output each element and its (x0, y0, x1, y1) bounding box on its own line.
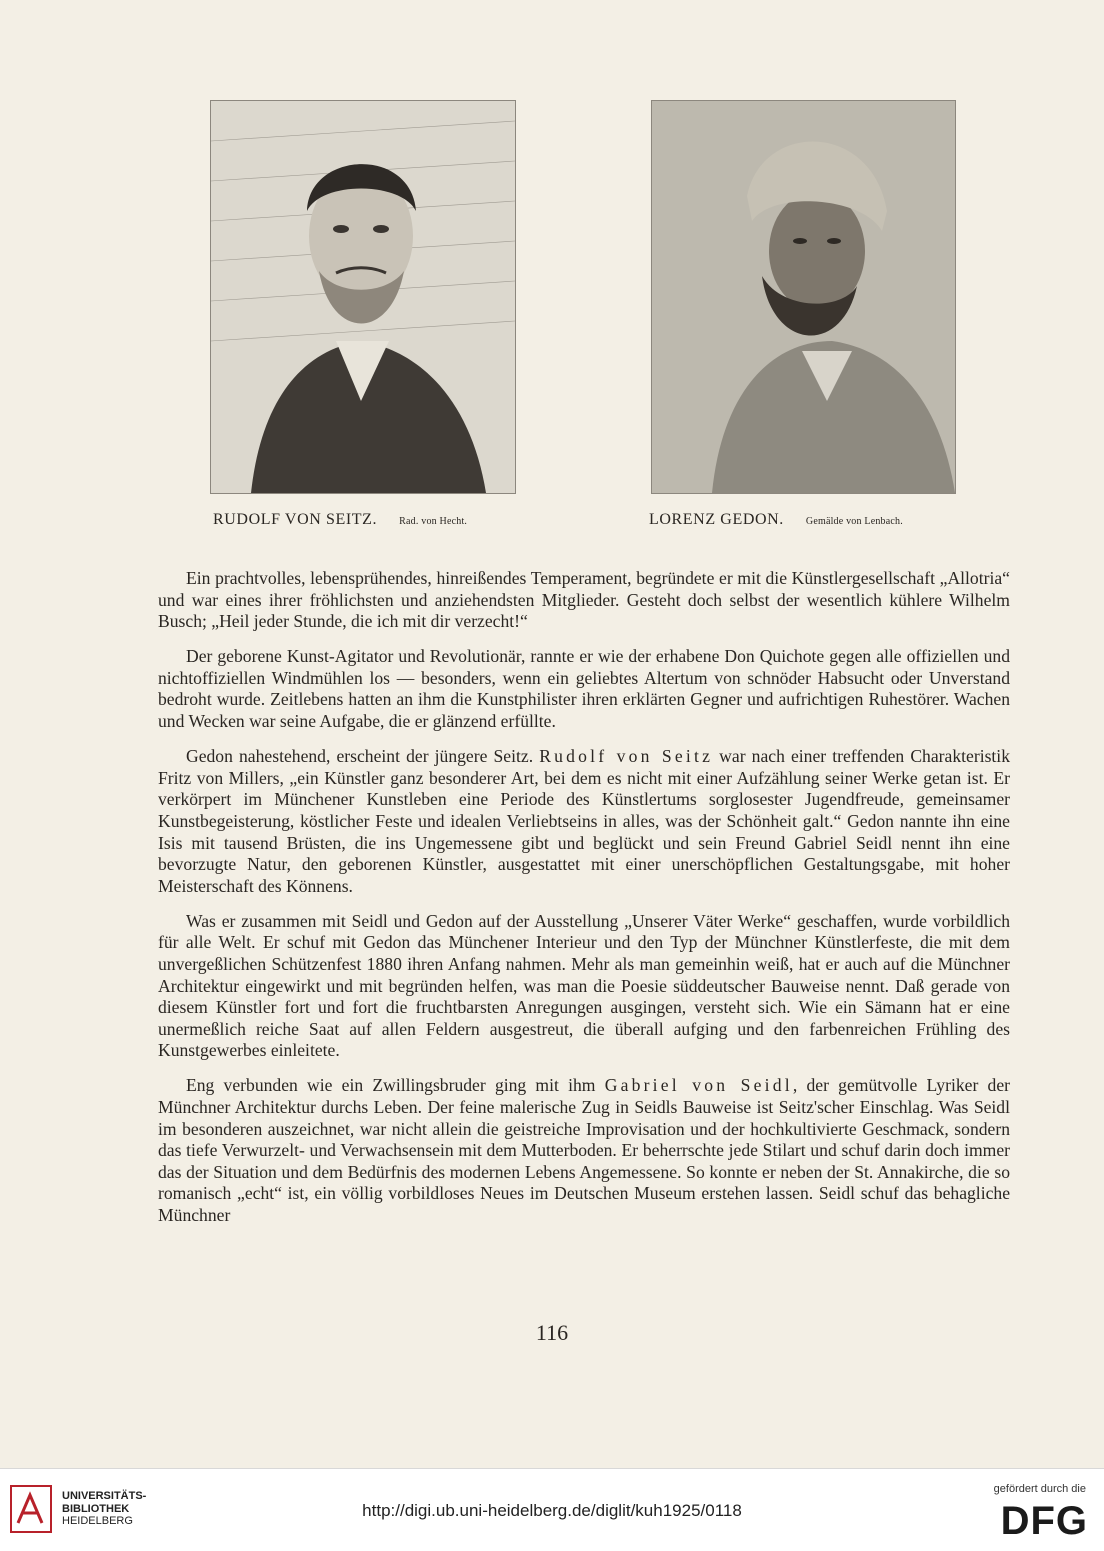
library-line: BIBLIOTHEK (62, 1502, 130, 1515)
library-line: HEIDELBERG (62, 1515, 133, 1527)
paragraph: Ein prachtvolles, lebensprühendes, hinreißendes Temperament, begründete er mit die Künstlergesellschaft „Allotria“ und war eines ihrer fröhlichsten und anziehendsten Mitglieder. Gesteht doch selbst der wesentlich kühlere Wilhelm Busch; „Heil jeder Stunde, die ich mit dir verzecht!“ (158, 568, 1010, 632)
caption-lorenz-gedon (649, 511, 903, 529)
portrait-lorenz-gedon (651, 100, 956, 494)
figure-name: RUDOLF VON SEITZ. (213, 511, 378, 528)
portrait-rudolf-von-seitz (210, 100, 516, 494)
caption-rudolf-von-seitz (213, 511, 467, 529)
spaced-name: Rudolf von Seitz (539, 746, 714, 767)
figure-name: LORENZ GEDON. (649, 511, 784, 528)
paragraph: Der geborene Kunst-Agitator und Revolutionär, rannte er wie der erhabene Don Quichote gegen alle offiziellen und nichtoffiziellen Windmühlen los — besonders, wenn ein geliebtes Altertum von schnöder Habsucht oder Unverstand bedroht wurde. Zeitlebens hatten an ihm die Kunstphilister ihren erklärten Gegner und aufrichtigen Ruhestörer. Wachen und Wecken war seine Aufgabe, die er glänzend erfüllte. (158, 646, 1010, 732)
paragraph-text: Gedon nahestehend, erscheint der jüngere Seitz. (186, 746, 540, 767)
paragraph (158, 1075, 1010, 1226)
footer-bar (0, 1468, 1104, 1551)
permalink-url[interactable]: http://digi.ub.uni-heidelberg.de/diglit/kuh1925/0118 (362, 1501, 742, 1520)
spaced-name: Gabriel von Seidl (604, 1075, 793, 1096)
paragraph-text: war nach einer treffenden Charakteristik Fritz von Millers, „ein Künstler ganz besonderer Art, bei dem es nicht mit einer Aufzählung seiner Werke getan ist. Er verkörpert im Münchener Kunstleben eine Periode des Künstlertums sorglosester Jugendfreude, gemeinsamer Kunstbegeisterung, köstlicher Feste und idealen Verliebtseins in alles, was der Schönheit galt.“ Gedon nannte ihn eine Isis mit tausend Brüsten, die ins Ungemessene gibt und beglückt und sein Freund Gabriel Seidl nennt ihn eine bevorzugte Natur, den geborenen Künstler, ausgestattet mit einer unerschöpflichen Gestaltungsgabe, mit hoher Meisterschaft des Könnens. (158, 746, 1010, 896)
paragraph: Was er zusammen mit Seidl und Gedon auf der Ausstellung „Unserer Väter Werke“ geschaffen, wurde vorbildlich für alle Welt. Er schuf mit Gedon das Münchener Interieur und den Typ der Münchner Künstlerfeste, die mit dem unvergeßlichen Schützenfest 1880 ihren Anfang nahmen. Mehr als man gemeinhin weiß, hat er auch auf die Münchner Architektur eingewirkt und mit begründen helfen, was man die Poesie süddeutscher Bauweise nennt. Daß gerade von diesem Künstler fort und fort die fruchtbarsten Anregungen ausgingen, versteht sich. Wie ein Sämann hat er eine unermeßlich reiche Saat auf allen Feldern ausgestreut, die überall aufging und den farbenreichen Frühling des Kunstgewerbes einleitete. (158, 910, 1010, 1061)
body-text (158, 568, 1010, 1240)
funding-caption: gefördert durch die (993, 1483, 1086, 1495)
figure-credit: Gemälde von Lenbach. (805, 516, 903, 527)
painting-image (652, 101, 955, 493)
paragraph-text: Eng verbunden wie ein Zwillingsbruder ging mit ihm (186, 1075, 605, 1096)
paragraph (158, 746, 1010, 897)
page-number: 116 (535, 1320, 569, 1345)
figure-credit: Rad. von Hecht. (399, 516, 468, 527)
etching-image (211, 101, 515, 493)
library-line: UNIVERSITÄTS- (62, 1490, 147, 1502)
dfg-logo[interactable]: DFG (1000, 1499, 1088, 1543)
paragraph-text: , der gemütvolle Lyriker der Münchner Architektur durchs Leben. Der feine malerische Zug in Seidls Bauweise ist Seitz'scher Einschlag. Was Seidl im besonderen auszeichnet, war nicht allein die geistreiche Improvisation und der hochkultivierte Geschmack, sondern das tiefe Verwurzelt- und Verwachsensein mit dem Mutterboden. Er beherrschte jede Stilart und schuf darin doch immer das der Situation und dem Bedürfnis des modernen Lebens Angemessene. So konnte er neben der St. Annakirche, die so romanisch „echt“ ist, ein völlig vorbildloses Neues im Deutschen Museum erstehen lassen. Seidl schuf das behagliche Münchner (158, 1075, 1010, 1226)
